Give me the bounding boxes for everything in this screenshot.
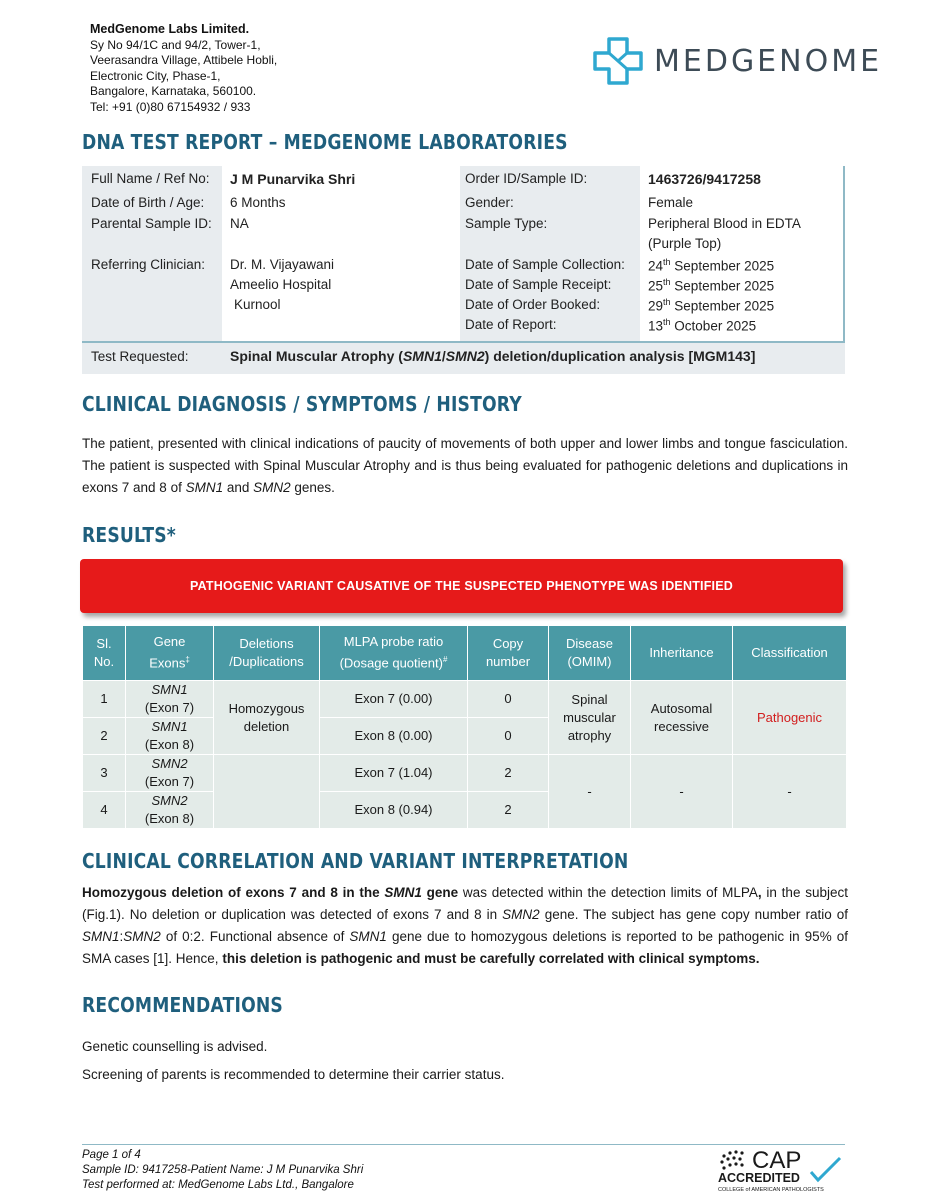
sample-type-value-2: (Purple Top) [648,236,722,251]
footer-performed: Test performed at: MedGenome Labs Ltd., Bangalore [82,1179,354,1191]
table-header-row [83,626,847,681]
parental-sample-label: Parental Sample ID: [91,216,212,231]
full-name-value: J M Punarvika Shri [230,171,356,187]
table-row: 2 SMN1 (Exon 8) Exon 8 (0.00) 0 [83,718,847,755]
receipt-date-value: 25th September 2025 [648,277,775,294]
col-inheritance: Inheritance [631,626,733,681]
address-line: Electronic City, Phase-1, [90,68,221,83]
svg-text:ACCREDITED: ACCREDITED [718,1171,800,1185]
footer-sample: Sample ID: 9417258-Patient Name: J M Punarvika Shri [82,1164,364,1176]
gender-label: Gender: [465,195,514,210]
booked-date-label: Date of Order Booked: [465,297,601,312]
clinician-name: Dr. M. Vijayawani [230,257,335,272]
recommendation-2: Screening of parents is recommended to determine their carrier status. [82,1067,505,1082]
recommendation-1: Genetic counselling is advised. [82,1039,268,1054]
dob-label: Date of Birth / Age: [91,195,205,210]
table-row: 3 SMN2 (Exon 7) Exon 7 (1.04) 2 - - - [83,755,847,792]
table-row: 1 SMN1 (Exon 7) Homozygous deletion Exon 7 (0.00) 0 Spinal muscular atrophy Autosomal recessive Pathogenic [83,681,847,718]
pathogenic-banner: PATHOGENIC VARIANT CAUSATIVE OF THE SUSPECTED PHENOTYPE WAS IDENTIFIED [80,559,843,613]
order-id-label: Order ID/Sample ID: [465,171,588,186]
col-classification: Classification [733,626,847,681]
booked-date-value: 29th September 2025 [648,297,775,314]
address-line: Tel: +91 (0)80 67154932 / 933 [90,99,251,114]
results-table [82,625,847,829]
parental-sample-value: NA [230,216,249,231]
interpretation-paragraph: Homozygous deletion of exons 7 and 8 in the SMN1 gene was detected within the detection limits of MLPA, in the subject (Fig.1). No deletion or duplication was detected of exons 7 and 8 in SMN2 gene. The subject has gene copy number ratio of SMN1:SMN2 of 0:2. Functional absence of SMN1 gene due to homozygous deletions is reported to be pathogenic in 95% of SMA cases [1]. Hence, this deletion is pathogenic and must be carefully correlated with clinical symptoms. [82,885,848,966]
order-id-value: 1463726/9417258 [648,171,761,187]
gender-value: Female [648,195,694,210]
test-requested-value: Spinal Muscular Atrophy (SMN1/SMN2) deletion/duplication analysis [MGM143] [230,348,756,364]
col-gene: Gene Exons‡ [126,626,214,681]
table-row: 4 SMN2 (Exon 8) Exon 8 (0.94) 2 [83,792,847,829]
cap-accredited-logo [716,1144,846,1194]
svg-text:CAP: CAP [752,1147,802,1174]
sample-type-value: Peripheral Blood in EDTA [648,216,801,231]
deletion-cell: Homozygous deletion [214,681,320,755]
interpretation-heading: CLINICAL CORRELATION AND VARIANT INTERPRETATION [82,849,629,873]
results-heading: RESULTS* [82,523,176,547]
logo-wordmark: MEDGENOME [654,43,883,79]
recommendations-heading: RECOMMENDATIONS [82,993,283,1017]
receipt-date-label: Date of Sample Receipt: [465,277,612,292]
report-date-value: 13th October 2025 [648,317,757,334]
clinical-paragraph: The patient, presented with clinical indications of paucity of movements of both upper and lower limbs and tongue fasciculation. The patient is suspected with Spinal Muscular Atrophy and is thus being evaluated for pathogenic deletions and duplications in exons 7 and 8 of SMN1 and SMN2 genes. [82,436,848,495]
svg-text:COLLEGE of AMERICAN PATHOLOGIS: COLLEGE of AMERICAN PATHOLOGISTS [718,1187,824,1193]
test-requested-label: Test Requested: [91,349,189,364]
clinical-heading: CLINICAL DIAGNOSIS / SYMPTOMS / HISTORY [82,392,522,416]
full-name-label: Full Name / Ref No: [91,171,210,186]
dob-value: 6 Months [230,195,286,210]
classification-cell: Pathogenic [733,681,847,755]
report-date-label: Date of Report: [465,317,557,332]
address-line: Veerasandra Village, Attibele Hobli, [90,53,278,67]
disease-cell: Spinal muscular atrophy [549,681,631,755]
clinician-hospital: Ameelio Hospital [230,277,332,292]
footer-page: Page 1 of 4 [82,1149,141,1161]
cap-seal-icon [716,1144,846,1194]
col-copy: Copy number [468,626,549,681]
address-line: Sy No 94/1C and 94/2, Tower-1, [90,37,261,52]
medgenome-logo [592,36,882,86]
report-title: DNA TEST REPORT – MEDGENOME LABORATORIES [82,130,568,154]
collection-date-value: 24th September 2025 [648,257,775,274]
lab-name: MedGenome Labs Limited. [90,22,250,36]
col-deletions: Deletions /Duplications [214,626,320,681]
clinician-city: Kurnool [234,297,281,312]
col-disease: Disease (OMIM) [549,626,631,681]
inheritance-cell: Autosomal recessive [631,681,733,755]
lab-address-block [90,22,277,115]
address-line: Bangalore, Karnataka, 560100. [90,84,257,98]
collection-date-label: Date of Sample Collection: [465,257,625,272]
patient-info-table [82,166,845,374]
clinician-label: Referring Clinician: [91,257,206,272]
sample-type-label: Sample Type: [465,216,548,231]
medgenome-cross-icon [592,36,644,86]
col-mlpa: MLPA probe ratio (Dosage quotient)# [320,626,468,681]
col-sl: Sl. No. [83,626,126,681]
